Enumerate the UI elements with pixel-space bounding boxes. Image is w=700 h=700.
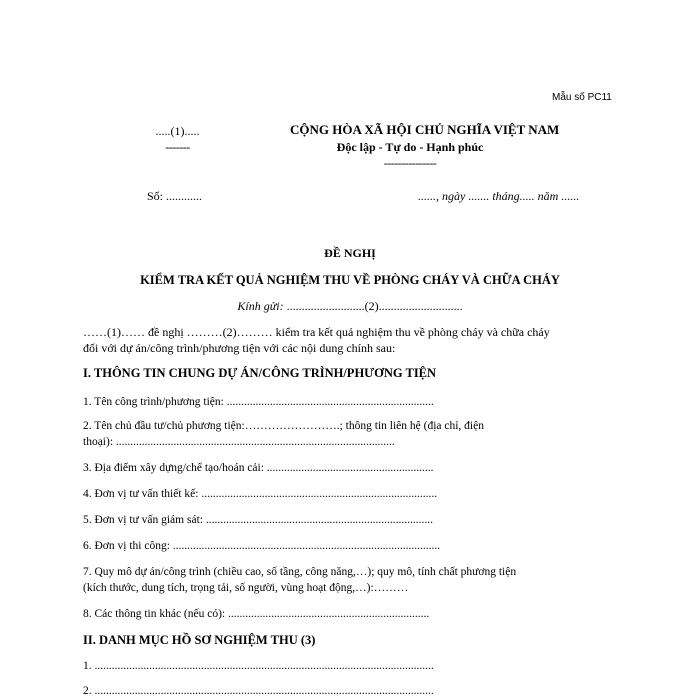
section-2-item: 2. ...................................................................................................................... [83,685,434,697]
document-title: ĐỀ NGHỊ [324,246,376,260]
section-1-item: (kích thước, dung tích, trọng tải, số người, vùng hoạt động,…):……… [83,582,409,594]
recipient-line [0,299,700,314]
section-1-heading: I. THÔNG TIN CHUNG DỰ ÁN/CÔNG TRÌNH/PHƯƠNG TIỆN [83,366,437,380]
intro-line-2: đối với dự án/công trình/phương tiện với các nội dung chính sau: [83,341,396,355]
agency-underline: ------- [165,140,190,154]
document-number: Số: ............ [147,189,203,203]
form-code: Mẫu số PC11 [552,92,612,103]
section-2-heading: II. DANH MỤC HỒ SƠ NGHIỆM THU (3) [83,633,316,647]
date-line: ......, ngày ....... tháng..... năm ...... [418,189,580,203]
section-1-item: thoại): ................................................................................................. [83,436,395,448]
section-1-item: 8. Các thông tin khác (nếu có): ...................................................................... [83,608,430,620]
national-motto: Độc lập - Tự do - Hạnh phúc [336,140,484,154]
section-1-item: 2. Tên chủ đầu tư/chủ phương tiện:…………………….; thông tin liên hệ (địa chỉ, điện [83,420,484,432]
recipient-value: ..........................(2)............................ [283,299,463,313]
document-subtitle: KIỂM TRA KẾT QUẢ NGHIỆM THU VỀ PHÒNG CHÁY VÀ CHỮA CHÁY [140,273,560,287]
motto-underline: --------------- [383,156,437,170]
agency-placeholder: .....(1)..... [155,124,200,138]
intro-line-1: ……(1)…… đề nghị ………(2)……… kiểm tra kết quả nghiệm thu về phòng cháy và chữa cháy [83,325,550,339]
section-1-item: 7. Quy mô dự án/công trình (chiều cao, số tầng, công năng,…); quy mô, tính chất phương tiện [83,566,517,578]
section-1-item: 5. Đơn vị tư vấn giám sát: ............................................................................... [83,514,433,526]
recipient-label: Kính gửi: [237,299,284,313]
nation-heading: CỘNG HÒA XÃ HỘI CHỦ NGHĨA VIỆT NAM [290,122,560,137]
section-1-item: 3. Địa điểm xây dựng/chế tạo/hoán cải: .......................................................... [83,462,434,474]
section-1-item: 4. Đơn vị tư vấn thiết kế: .................................................................................. [83,488,438,500]
section-1-item: 6. Đơn vị thi công: ............................................................................................. [83,540,441,552]
section-2-item: 1. ...................................................................................................................... [83,660,434,672]
section-1-item: 1. Tên công trình/phương tiện: ........................................................................ [83,396,434,408]
